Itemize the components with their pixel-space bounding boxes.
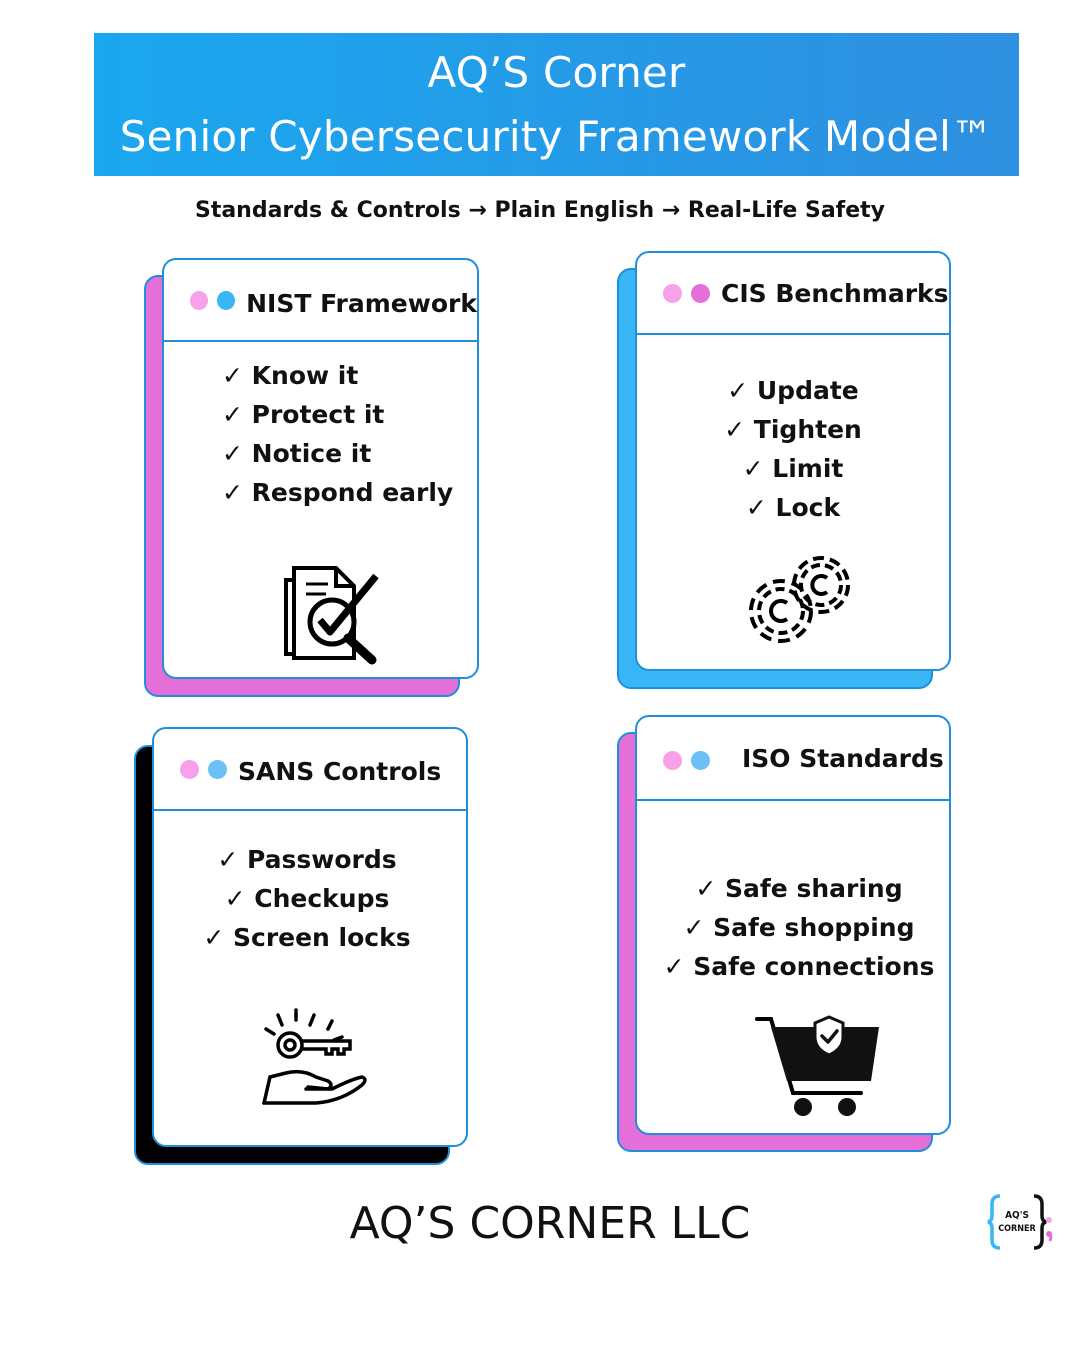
tagline-part-2: Plain English xyxy=(494,198,655,223)
aqs-corner-logo xyxy=(986,1194,1056,1250)
document-search-check-icon xyxy=(276,560,386,665)
blue-dot-icon xyxy=(217,291,235,310)
blue-dot-icon xyxy=(208,760,227,779)
list-item: ✓ Lock xyxy=(745,493,841,522)
list-item: ✓ Protect it xyxy=(222,400,385,429)
list-item: ✓ Safe sharing xyxy=(695,874,903,903)
tagline-part-3: Real-Life Safety xyxy=(687,198,886,223)
nist-card-title: NIST Framework xyxy=(246,288,477,318)
svg-text:CORNER: CORNER xyxy=(998,1224,1036,1234)
list-item: ✓ Limit xyxy=(742,454,844,483)
tagline xyxy=(0,198,1080,223)
key-in-hand-icon xyxy=(256,1007,374,1111)
iso-card xyxy=(635,715,951,1135)
nist-card xyxy=(162,258,479,679)
list-item: ✓ Screen locks xyxy=(203,923,411,952)
list-item: ✓ Tighten xyxy=(724,415,862,444)
sans-card-title: SANS Controls xyxy=(238,756,442,786)
header-banner xyxy=(94,33,1019,176)
header-title: AQ’S Corner xyxy=(427,47,686,97)
nist-checklist xyxy=(164,356,477,512)
sans-card-header xyxy=(154,729,466,811)
cis-card xyxy=(635,251,951,671)
blue-dot-icon xyxy=(691,751,710,770)
magenta-dot-icon xyxy=(691,284,710,303)
list-item: ✓ Update xyxy=(727,376,859,405)
pink-dot-icon xyxy=(663,751,682,770)
list-item: ✓ Checkups xyxy=(224,884,390,913)
sans-checklist xyxy=(148,840,466,957)
cis-card-header xyxy=(637,253,949,335)
nist-card-header xyxy=(164,260,477,342)
iso-card-title: ISO Standards xyxy=(742,743,944,773)
cis-checklist xyxy=(637,371,949,527)
list-item: ✓ Know it xyxy=(222,361,359,390)
list-item: ✓ Respond early xyxy=(222,478,454,507)
arrow-icon: → xyxy=(661,198,681,223)
pink-dot-icon xyxy=(180,760,199,779)
gears-icon xyxy=(743,553,857,653)
tagline-part-1: Standards & Controls xyxy=(194,198,461,223)
sans-card xyxy=(152,727,468,1147)
cis-card-title: CIS Benchmarks xyxy=(721,278,949,308)
arrow-icon: → xyxy=(468,198,487,223)
iso-card-header xyxy=(637,717,949,801)
iso-checklist xyxy=(649,869,949,986)
list-item: ✓ Passwords xyxy=(217,845,397,874)
secure-cart-icon xyxy=(753,1015,885,1119)
pink-dot-icon xyxy=(190,291,208,310)
footer-company-name: AQ’S CORNER LLC xyxy=(349,1198,751,1249)
list-item: ✓ Notice it xyxy=(222,439,372,468)
header-subtitle: Senior Cybersecurity Framework Model™ xyxy=(119,111,994,161)
svg-text:AQ'S: AQ'S xyxy=(1005,1210,1029,1221)
list-item: ✓ Safe connections xyxy=(663,952,935,981)
pink-dot-icon xyxy=(663,284,682,303)
list-item: ✓ Safe shopping xyxy=(683,913,915,942)
